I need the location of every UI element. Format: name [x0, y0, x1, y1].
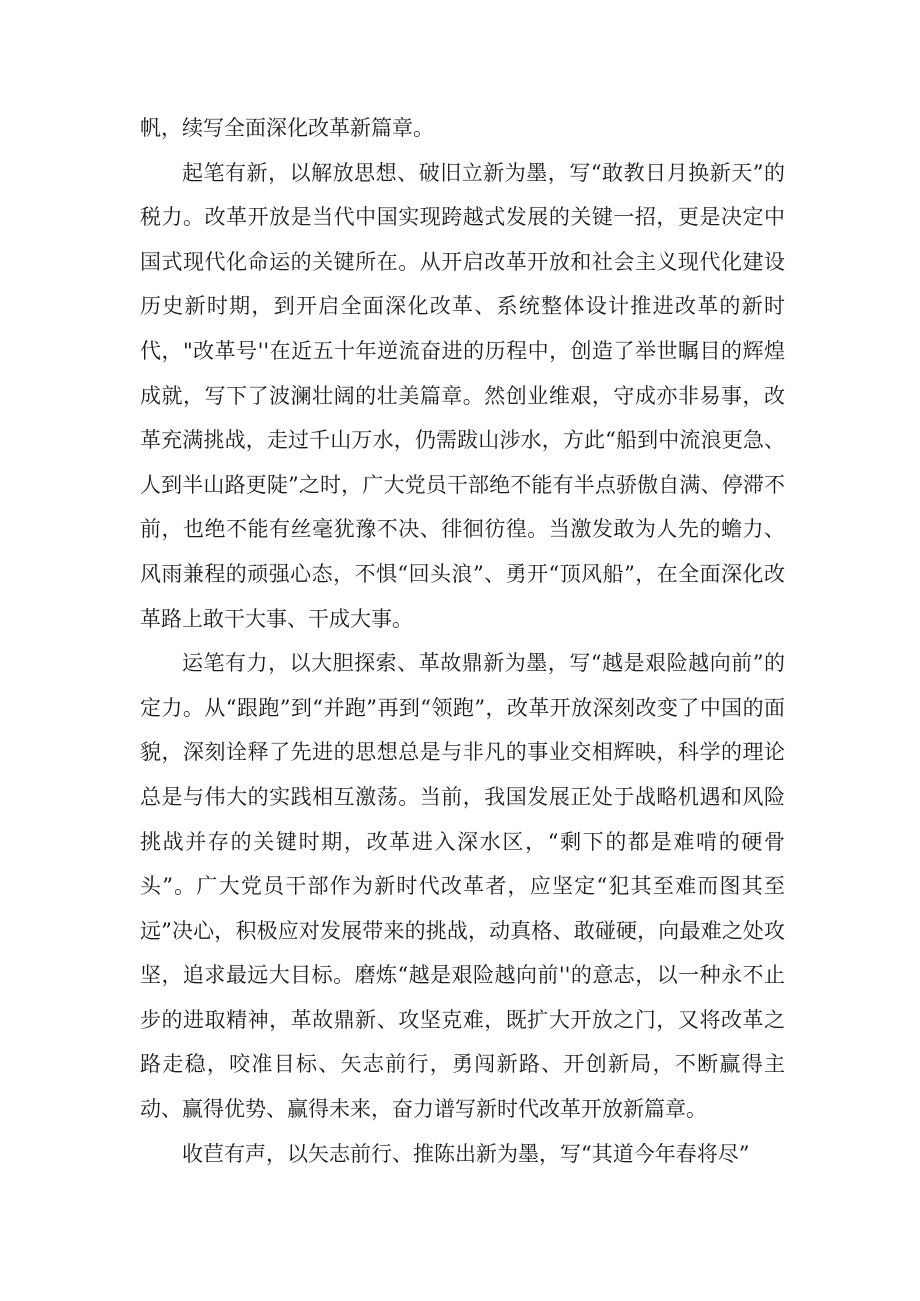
paragraph-1: 帆，续写全面深化改革新篇章。 [140, 116, 434, 140]
body-text [140, 106, 785, 1176]
paragraph-2: 起笔有新，以解放思想、破旧立新为墨，写“敢教日月换新天”的税力。改革开放是当代中国实现跨越式发展的关键一招，更是决定中国式现代化命运的关键所在。从开启改革开放和社会主义现代化建设历史新时期，到开启全面深化改革、系统整体设计推进改革的新时代，"改革号''在近五十年逆流奋进的历程中，创造了举世瞩目的辉煌成就，写下了波澜壮阔的壮美篇章。然创业维艰，守成亦非易事，改革充满挑战，走过千山万水，仍需跋山涉水，方此“船到中流浪更急、人到半山路更陡”之时，广大党员干部绝不能有半点骄傲自满、停滞不前，也绝不能有丝毫犹豫不决、徘徊彷徨。当激发敢为人先的蟾力、风雨兼程的顽强心态，不惧“回头浪”、勇开“顶风船”，在全面深化改革路上敢干大事、干成大事。 [140, 160, 785, 631]
paragraph-3: 运笔有力，以大胆探索、革故鼎新为墨，写“越是艰险越向前”的定力。从“跟跑”到“并跑”再到“领跑”，改革开放深刻改变了中国的面貌，深刻诠释了先进的思想总是与非凡的事业交相辉映，科学的理论总是与伟大的实践相互激荡。当前，我国发展正处于战略机遇和风险挑战并存的关键时期，改革进入深水区，“剩下的都是难啃的硬骨头”。广大党员干部作为新时代改革者，应坚定“犯其至难而图其至远”决心，积极应对发展带来的挑战，动真格、敢碰硬，向最难之处攻坚，追求最远大目标。磨炼“越是艰险越向前''的意志，以一种永不止步的进取精神，革故鼎新、攻坚克难，既扩大开放之门，又将改革之路走稳，咬准目标、矢志前行，勇闯新路、开创新局，不断赢得主动、赢得优势、赢得未来，奋力谱写新时代改革开放新篇章。 [140, 651, 785, 1122]
paragraph-4: 收苣有声，以矢志前行、推陈出新为墨，写“其道今年春将尽” [182, 1141, 750, 1166]
